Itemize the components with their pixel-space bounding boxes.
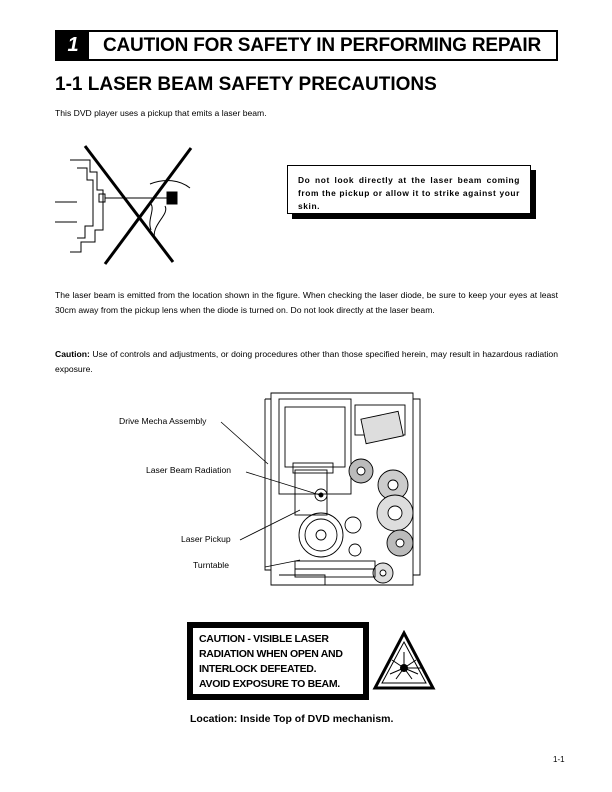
- sticker-line-1: CAUTION - VISIBLE LASER: [199, 633, 329, 645]
- sticker-line-3: INTERLOCK DEFEATED.: [199, 663, 317, 675]
- page-number: 1-1: [553, 755, 565, 764]
- intro-text: This DVD player uses a pickup that emits a laser beam.: [55, 108, 267, 118]
- section-title: 1-1 LASER BEAM SAFETY PRECAUTIONS: [55, 74, 437, 95]
- label-laser-beam: Laser Beam Radiation: [146, 465, 232, 475]
- chapter-number: 1: [57, 32, 89, 59]
- laser-hazard-icon: [372, 630, 436, 692]
- label-drive-mecha: Drive Mecha Assembly: [119, 416, 207, 426]
- caution-label: Caution:: [55, 349, 90, 359]
- sticker-line-2: RADIATION WHEN OPEN AND: [199, 648, 343, 660]
- warning-box: Do not look directly at the laser beam coming from the pickup or allow it to strike against your skin.: [287, 165, 531, 214]
- laser-paragraph: The laser beam is emitted from the location shown in the figure. When checking the laser diode, be sure to keep your eyes at least 30cm away from the pickup lens when the diode is turned on. Do not look directly at the laser beam.: [55, 290, 558, 315]
- caution-sticker: [187, 622, 369, 700]
- label-laser-pickup: Laser Pickup: [181, 534, 231, 544]
- location-caption: Location: Inside Top of DVD mechanism.: [190, 713, 394, 725]
- caution-text: Use of controls and adjustments, or doing procedures other than those specified herein, may result in hazardous radiation exposure.: [55, 349, 558, 374]
- sticker-line-4: AVOID EXPOSURE TO BEAM.: [199, 678, 340, 690]
- label-turntable: Turntable: [193, 560, 229, 570]
- chapter-title: CAUTION FOR SAFETY IN PERFORMING REPAIR: [89, 32, 556, 59]
